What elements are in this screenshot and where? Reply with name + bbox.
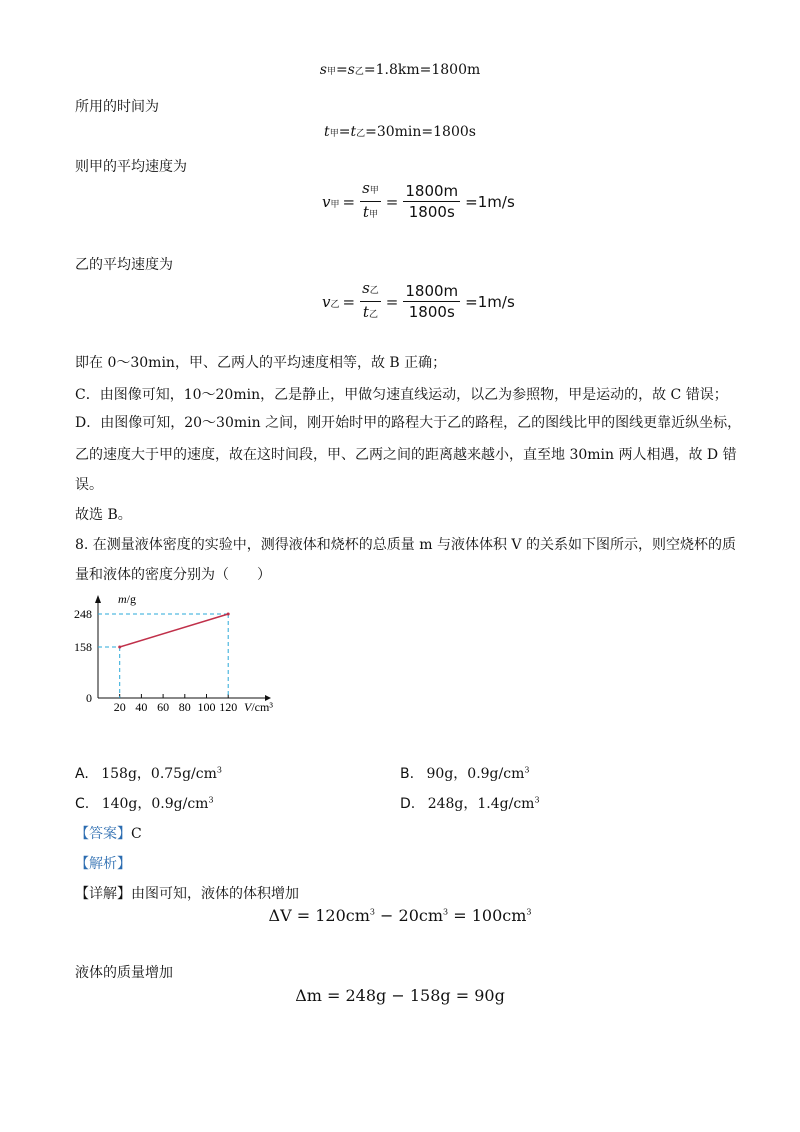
mass-increase-equation: Δm = 248g − 158g = 90g [295,986,505,1005]
y-tick-label: 248 [74,607,92,621]
jia-speed-equation: v甲 = $\frac{\text{s甲}}{\text{t甲}}$ = $\frac{1800m}{1800s}$ =1m/s [322,178,515,225]
paragraph-conclusion-b: 即在 0～30min，甲、乙两人的平均速度相等，故 B 正确； [75,355,447,371]
detail-line: 【详解】由图可知，液体的体积增加 [75,886,299,902]
x-tick-label: 60 [157,700,170,714]
data-point [118,646,121,649]
paragraph-select-b: 故选 B。 [75,507,132,523]
x-axis-label: V/cm³ [244,700,273,714]
x-tick-label: 40 [135,700,148,714]
analysis-line [75,853,131,873]
answer-tag: 【答案】 [75,826,131,842]
answer-line [75,823,142,843]
fraction-s-over-t: $\frac{\text{s甲}}{\text{t甲}}$ [362,179,379,221]
data-line [120,614,229,647]
answer-value: C [131,826,142,842]
fraction-s-over-t: $\frac{\text{s乙}}{\text{t乙}}$ [362,279,379,321]
paragraph-option-d-3: 误。 [75,477,103,493]
y-axis-arrow [95,595,101,603]
data-point [227,613,230,616]
mass-volume-chart [60,585,300,720]
y-tick-label: 0 [86,691,92,705]
option-c[interactable]: C. 140g，$0.9g/cm^3$ [75,795,214,812]
x-tick-label: 20 [113,700,126,714]
x-tick-label: 100 [197,700,216,714]
paragraph-option-d-2: 乙的速度大于甲的速度，故在这时间段，甲、乙两之间的距离越来越小，直至地 30min 两人相遇，故 D 错 [75,447,737,463]
x-tick-label: 120 [219,700,238,714]
y-axis-label: m/g [118,592,137,606]
option-d[interactable]: D. 248g，$1.4g/cm^3$ [400,795,540,812]
yi-speed-equation: v乙 = $\frac{\text{s乙}}{\text{t乙}}$ = $\frac{1800m}{1800s}$ =1m/s [322,278,515,325]
time-equation: t甲=t乙=30min=1800s [324,124,476,140]
distance-equation: s甲=s乙=1.8km=1800m [319,62,481,78]
fraction-values: $\frac{1800m}{1800s}$ [405,282,459,321]
y-tick-label: 158 [74,640,92,654]
detail-tag: 【详解】 [75,886,131,902]
question-8-line-1: 8. 在测量液体密度的实验中，测得液体和烧杯的总质量 m 与液体体积 V 的关系如下图所示，则空烧杯的质 [75,537,736,553]
paragraph-option-d-1: D．由图像可知，20～30min 之间，刚开始时甲的路程大于乙的路程，乙的图线比甲的图线更靠近纵坐标， [75,415,742,431]
analysis-tag: 【解析】 [75,856,131,872]
paragraph-yi-speed-intro: 乙的平均速度为 [75,257,173,273]
volume-increase-equation: $\Delta V = 120cm^3 - 20cm^3 = 100cm^3$ [268,906,532,925]
paragraph-jia-speed-intro: 则甲的平均速度为 [75,159,187,175]
option-a[interactable]: A. 158g，$0.75g/cm^3$ [75,765,222,782]
paragraph-time-intro: 所用的时间为 [75,99,159,115]
x-tick-label: 80 [178,700,191,714]
question-8-line-2: 量和液体的密度分别为（ ） [75,567,271,583]
paragraph-option-c: C．由图像可知，10～20min，乙是静止，甲做匀速直线运动，以乙为参照物，甲是运动的，故 C 错误； [75,387,728,403]
option-b[interactable]: B. 90g，$0.9g/cm^3$ [400,765,530,782]
paragraph-mass-increase: 液体的质量增加 [75,965,173,981]
fraction-values: $\frac{1800m}{1800s}$ [405,182,459,221]
